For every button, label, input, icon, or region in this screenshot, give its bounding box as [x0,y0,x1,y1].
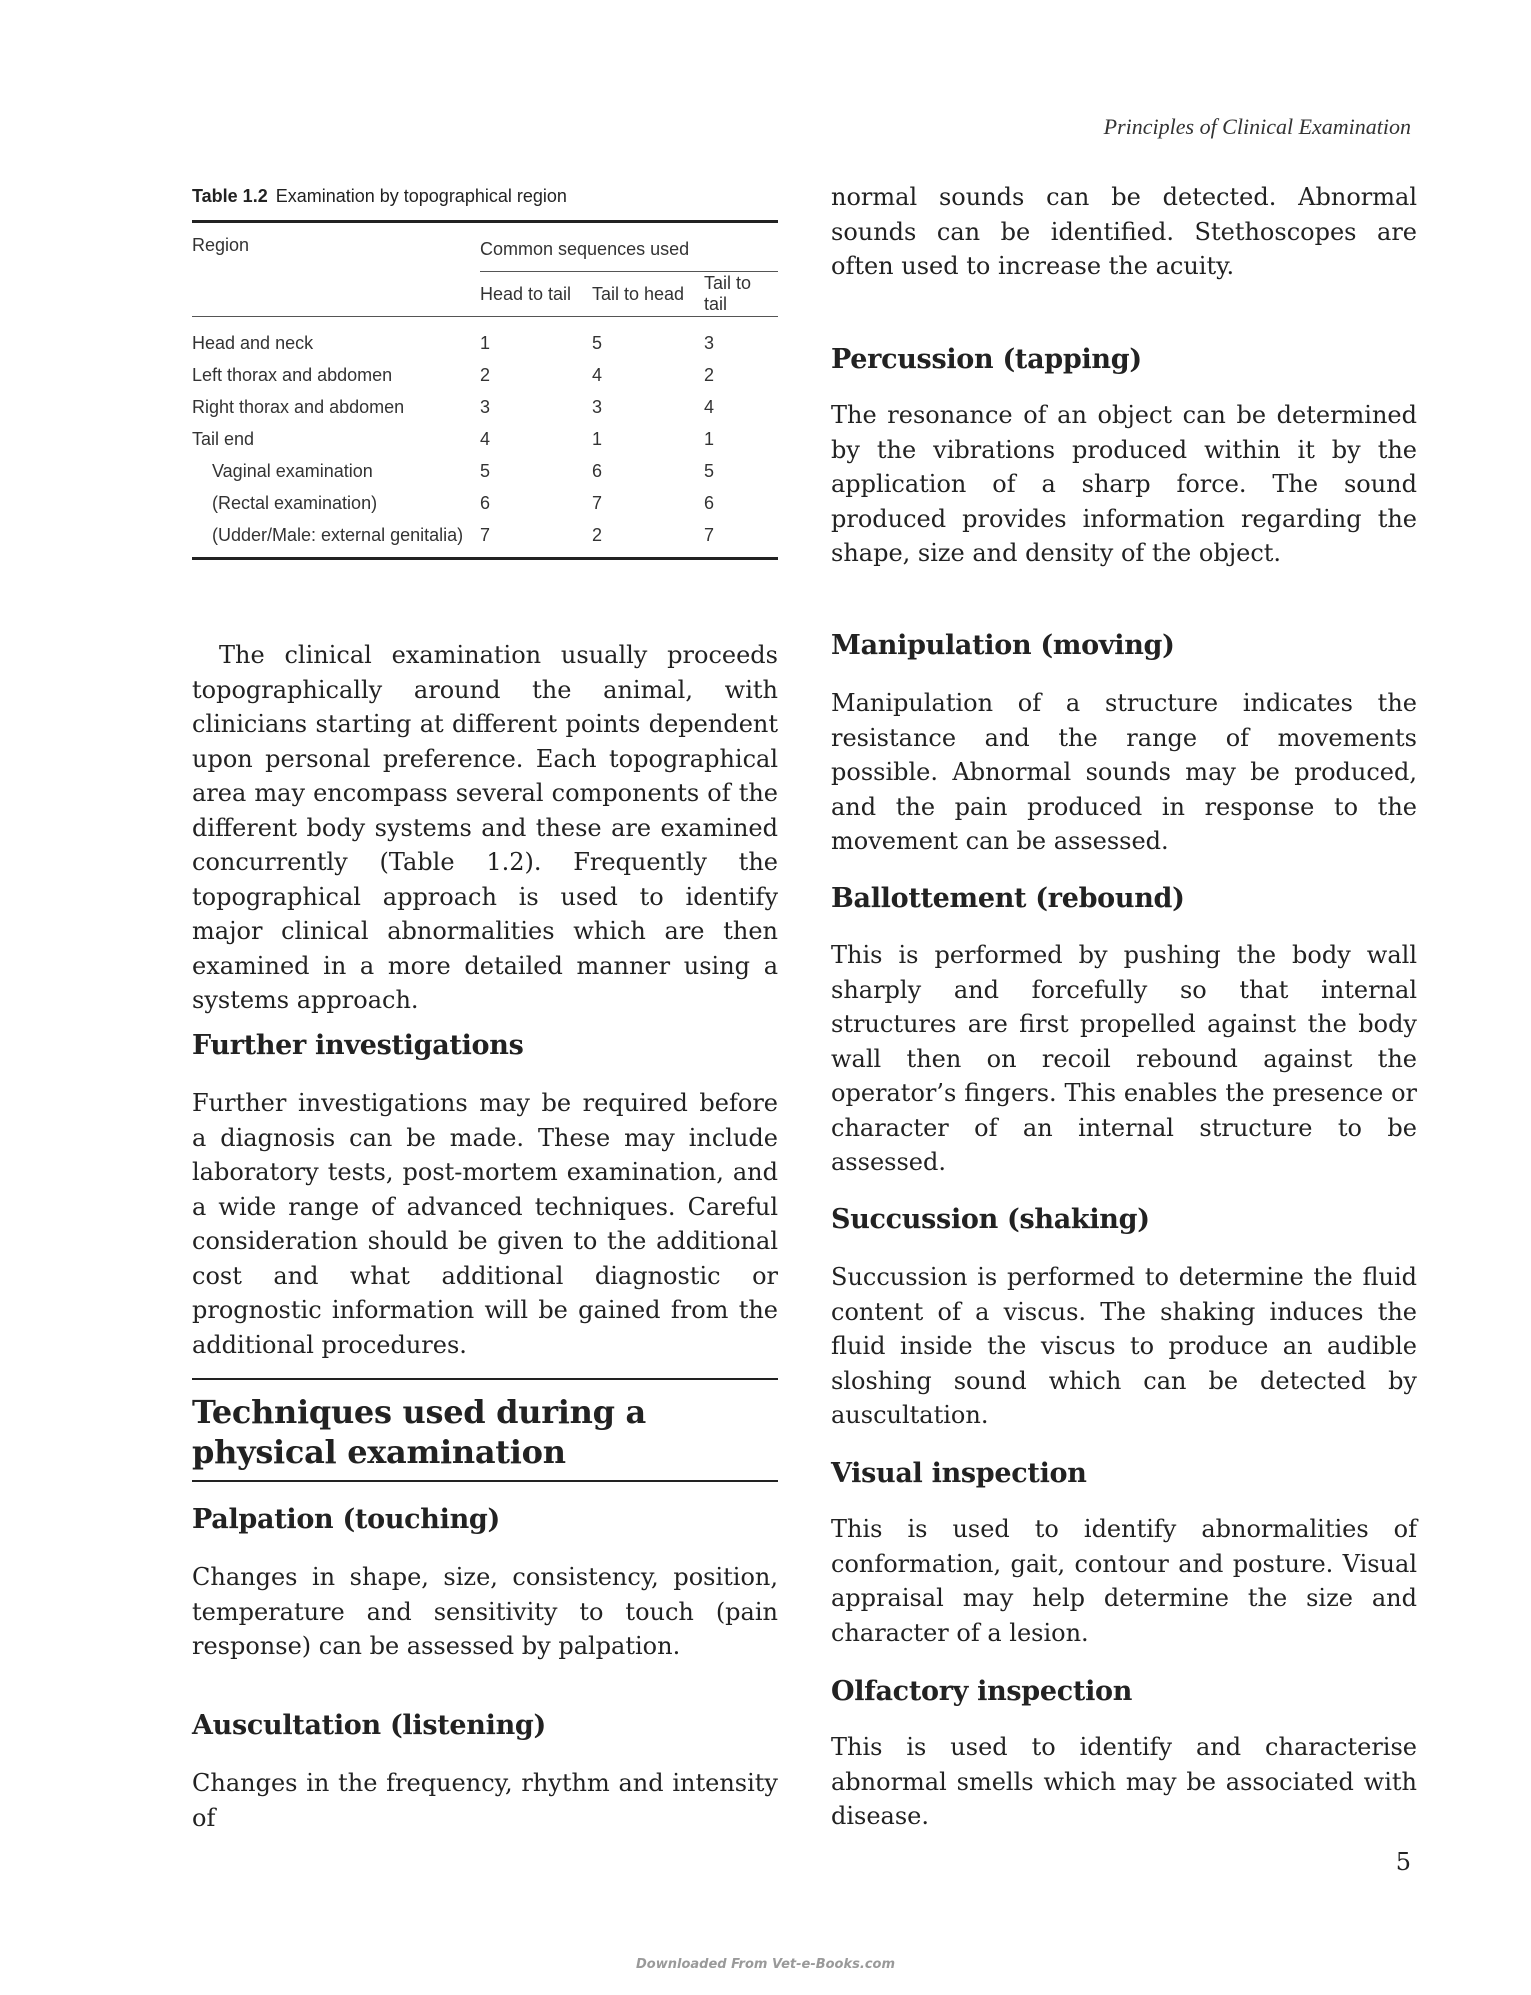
palpation-heading: Palpation (touching) [192,1504,500,1535]
olfactory-heading: Olfactory inspection [831,1676,1133,1707]
table-row [192,317,778,360]
header-region: Region [192,223,480,317]
table-frame [192,220,778,560]
row-value: 2 [480,364,491,385]
section-heading: Techniques used during a physical examination [192,1393,646,1471]
manipulation-heading: Manipulation (moving) [831,630,1175,661]
table-caption [192,184,778,220]
row-value: 6 [704,492,715,513]
row-value: 2 [592,524,603,545]
table-row [192,487,778,519]
table-row [192,519,778,557]
ballottement-paragraph: This is performed by pushing the body wall sharply and forcefully so that internal structures are first propelled against the body wall then on recoil rebound against the operator’s fingers. This enables the presence or character of an internal structure to be assessed. [831,941,1417,1176]
row-region: (Rectal examination) [212,492,378,513]
row-value: 1 [704,428,715,449]
further-heading: Further investigations [192,1030,524,1061]
row-value: 4 [704,396,715,417]
row-value: 4 [592,364,603,385]
manipulation-paragraph: Manipulation of a structure indicates the resistance and the range of movements possible. Abnormal sounds may be produced, and the pain produced in response to the movement can be assessed. [831,689,1417,855]
table-row [192,455,778,487]
row-value: 7 [704,524,715,545]
auscultation-heading: Auscultation (listening) [192,1710,546,1741]
topographical-table [192,223,778,557]
header-col: Head to tail [480,272,592,317]
row-value: 5 [480,460,491,481]
row-value: 6 [480,492,491,513]
running-head: Principles of Clinical Examination [1103,114,1411,139]
intro-paragraph: The clinical examination usually proceeds topographically around the animal, with clinicians starting at different points dependent upon personal preference. Each topographical area may encompass several components of the different body systems and these are examined concurrently (Table 1.2). Frequently the topographical approach is used to identify major clinical abnormalities which are then examined in a more detailed manner using a systems approach. [192,641,778,1014]
succussion-heading: Succussion (shaking) [831,1204,1150,1235]
table-block [192,184,778,560]
header-group: Common sequences used [480,223,778,272]
page-number: 5 [1395,1848,1411,1876]
row-value: 5 [704,460,715,481]
succussion-paragraph: Succussion is performed to determine the fluid content of a viscus. The shaking induces the fluid inside the viscus to produce an audible sloshing sound which can be detected by auscultation. [831,1263,1417,1429]
percussion-heading: Percussion (tapping) [831,344,1142,375]
further-paragraph: Further investigations may be required before a diagnosis can be made. These may include laboratory tests, post-mortem examination, and a wide range of advanced techniques. Careful consideration should be given to the additional cost and what additional diagnostic or prognostic information will be gained from the additional procedures. [192,1089,778,1359]
row-region: Left thorax and abdomen [192,364,393,385]
row-region: Head and neck [192,332,314,353]
row-value: 7 [592,492,603,513]
row-value: 3 [592,396,603,417]
visual-paragraph: This is used to identify abnormalities of conformation, gait, contour and posture. Visual appraisal may help determine the size and character of a lesion. [831,1515,1417,1647]
visual-heading: Visual inspection [831,1458,1087,1489]
percussion-paragraph: The resonance of an object can be determined by the vibrations produced within it by the application of a sharp force. The sound produced provides information regarding the shape, size and density of the object. [831,401,1417,567]
row-region: Vaginal examination [212,460,373,481]
olfactory-paragraph: This is used to identify and characterise abnormal smells which may be associated with disease. [831,1733,1417,1830]
auscultation-continued: normal sounds can be detected. Abnormal sounds can be identified. Stethoscopes are often used to increase the acuity. [831,183,1417,280]
header-col: Tail to head [592,272,704,317]
table-row [192,391,778,423]
ballottement-heading: Ballottement (rebound) [831,883,1185,914]
row-region: Tail end [192,428,255,449]
row-value: 2 [704,364,715,385]
table-row [192,423,778,455]
row-value: 1 [480,332,491,353]
header-col: Tail to tail [704,272,778,317]
table-caption-text: Examination by topographical region [275,186,567,206]
section-heading-box [192,1378,778,1482]
row-value: 3 [480,396,491,417]
footer-watermark: Downloaded From Vet-e-Books.com [636,1957,895,1972]
row-value: 7 [480,524,491,545]
table-number: Table 1.2 [192,186,268,206]
row-region: (Udder/Male: external genitalia) [212,524,464,545]
palpation-paragraph: Changes in shape, size, consistency, position, temperature and sensitivity to touch (pain response) can be assessed by palpation. [192,1563,778,1660]
row-value: 1 [592,428,603,449]
table-row [192,359,778,391]
row-value: 3 [704,332,715,353]
row-value: 6 [592,460,603,481]
row-value: 4 [480,428,491,449]
row-region: Right thorax and abdomen [192,396,405,417]
auscultation-paragraph: Changes in the frequency, rhythm and intensity of [192,1769,778,1832]
row-value: 5 [592,332,603,353]
